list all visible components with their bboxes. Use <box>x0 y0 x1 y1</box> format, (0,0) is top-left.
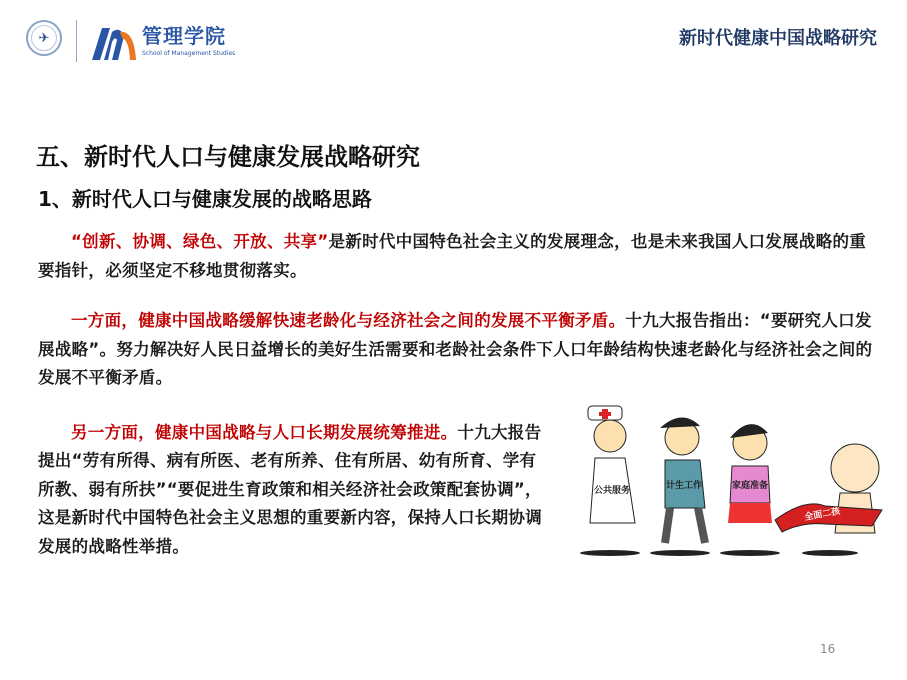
header-title: 新时代健康中国战略研究 <box>679 28 877 49</box>
page-number: 16 <box>820 642 836 656</box>
paragraph-1-text: 是新时代中国特色社会主义的发展理念，也是未来我国人口发展战略的重要指针，必须坚定不移地贯彻落实。 <box>38 232 867 280</box>
paragraph-2-highlight: 一方面，健康中国战略缓解快速老龄化与经济社会之间的发展不平衡矛盾。 <box>71 311 626 330</box>
cartoon-illustration <box>570 398 890 558</box>
label-family-prep: 家庭准备 <box>731 481 769 491</box>
paragraph-1 <box>38 228 878 285</box>
paragraph-1-highlight: “创新、协调、绿色、开放、共享” <box>71 232 329 251</box>
paragraph-3-text: 十九大报告提出“劳有所得、病有所医、老有所养、住有所居、幼有所育、学有所教、弱有所扶”“要促进生育政策和相关经济社会政策配套协调”，这是新时代中国特色社会主义思想的重要新内容，保持人口长期协调发展的战略性举措。 <box>38 422 542 556</box>
paragraph-2-text: 十九大报告指出：“要研究人口发展战略”。努力解决好人民日益增长的美好生活需要和老龄社会条件下人口年龄结构快速老龄化与经济社会之间的发展不平衡矛盾。 <box>38 311 873 387</box>
label-two-child: 全面二孩 <box>803 506 841 523</box>
paragraph-3-highlight: 另一方面，健康中国战略与人口长期发展统筹推进。 <box>71 422 458 442</box>
section-heading: 五、新时代人口与健康发展战略研究 <box>36 143 420 171</box>
school-name-en: School of Management Studies <box>142 50 236 57</box>
school-name-block <box>142 24 235 58</box>
university-seal-logo: ✈ <box>26 20 62 56</box>
label-public-service: 公共服务 <box>593 486 631 496</box>
paragraph-3 <box>38 419 548 562</box>
section-subheading: 1、新时代人口与健康发展的战略思路 <box>38 187 372 211</box>
label-family-planning: 计生工作 <box>665 481 703 491</box>
logo-divider <box>76 20 77 62</box>
paragraph-2 <box>38 307 878 393</box>
management-school-logo <box>90 24 140 62</box>
school-name-cn: 管理学院 <box>142 24 226 48</box>
